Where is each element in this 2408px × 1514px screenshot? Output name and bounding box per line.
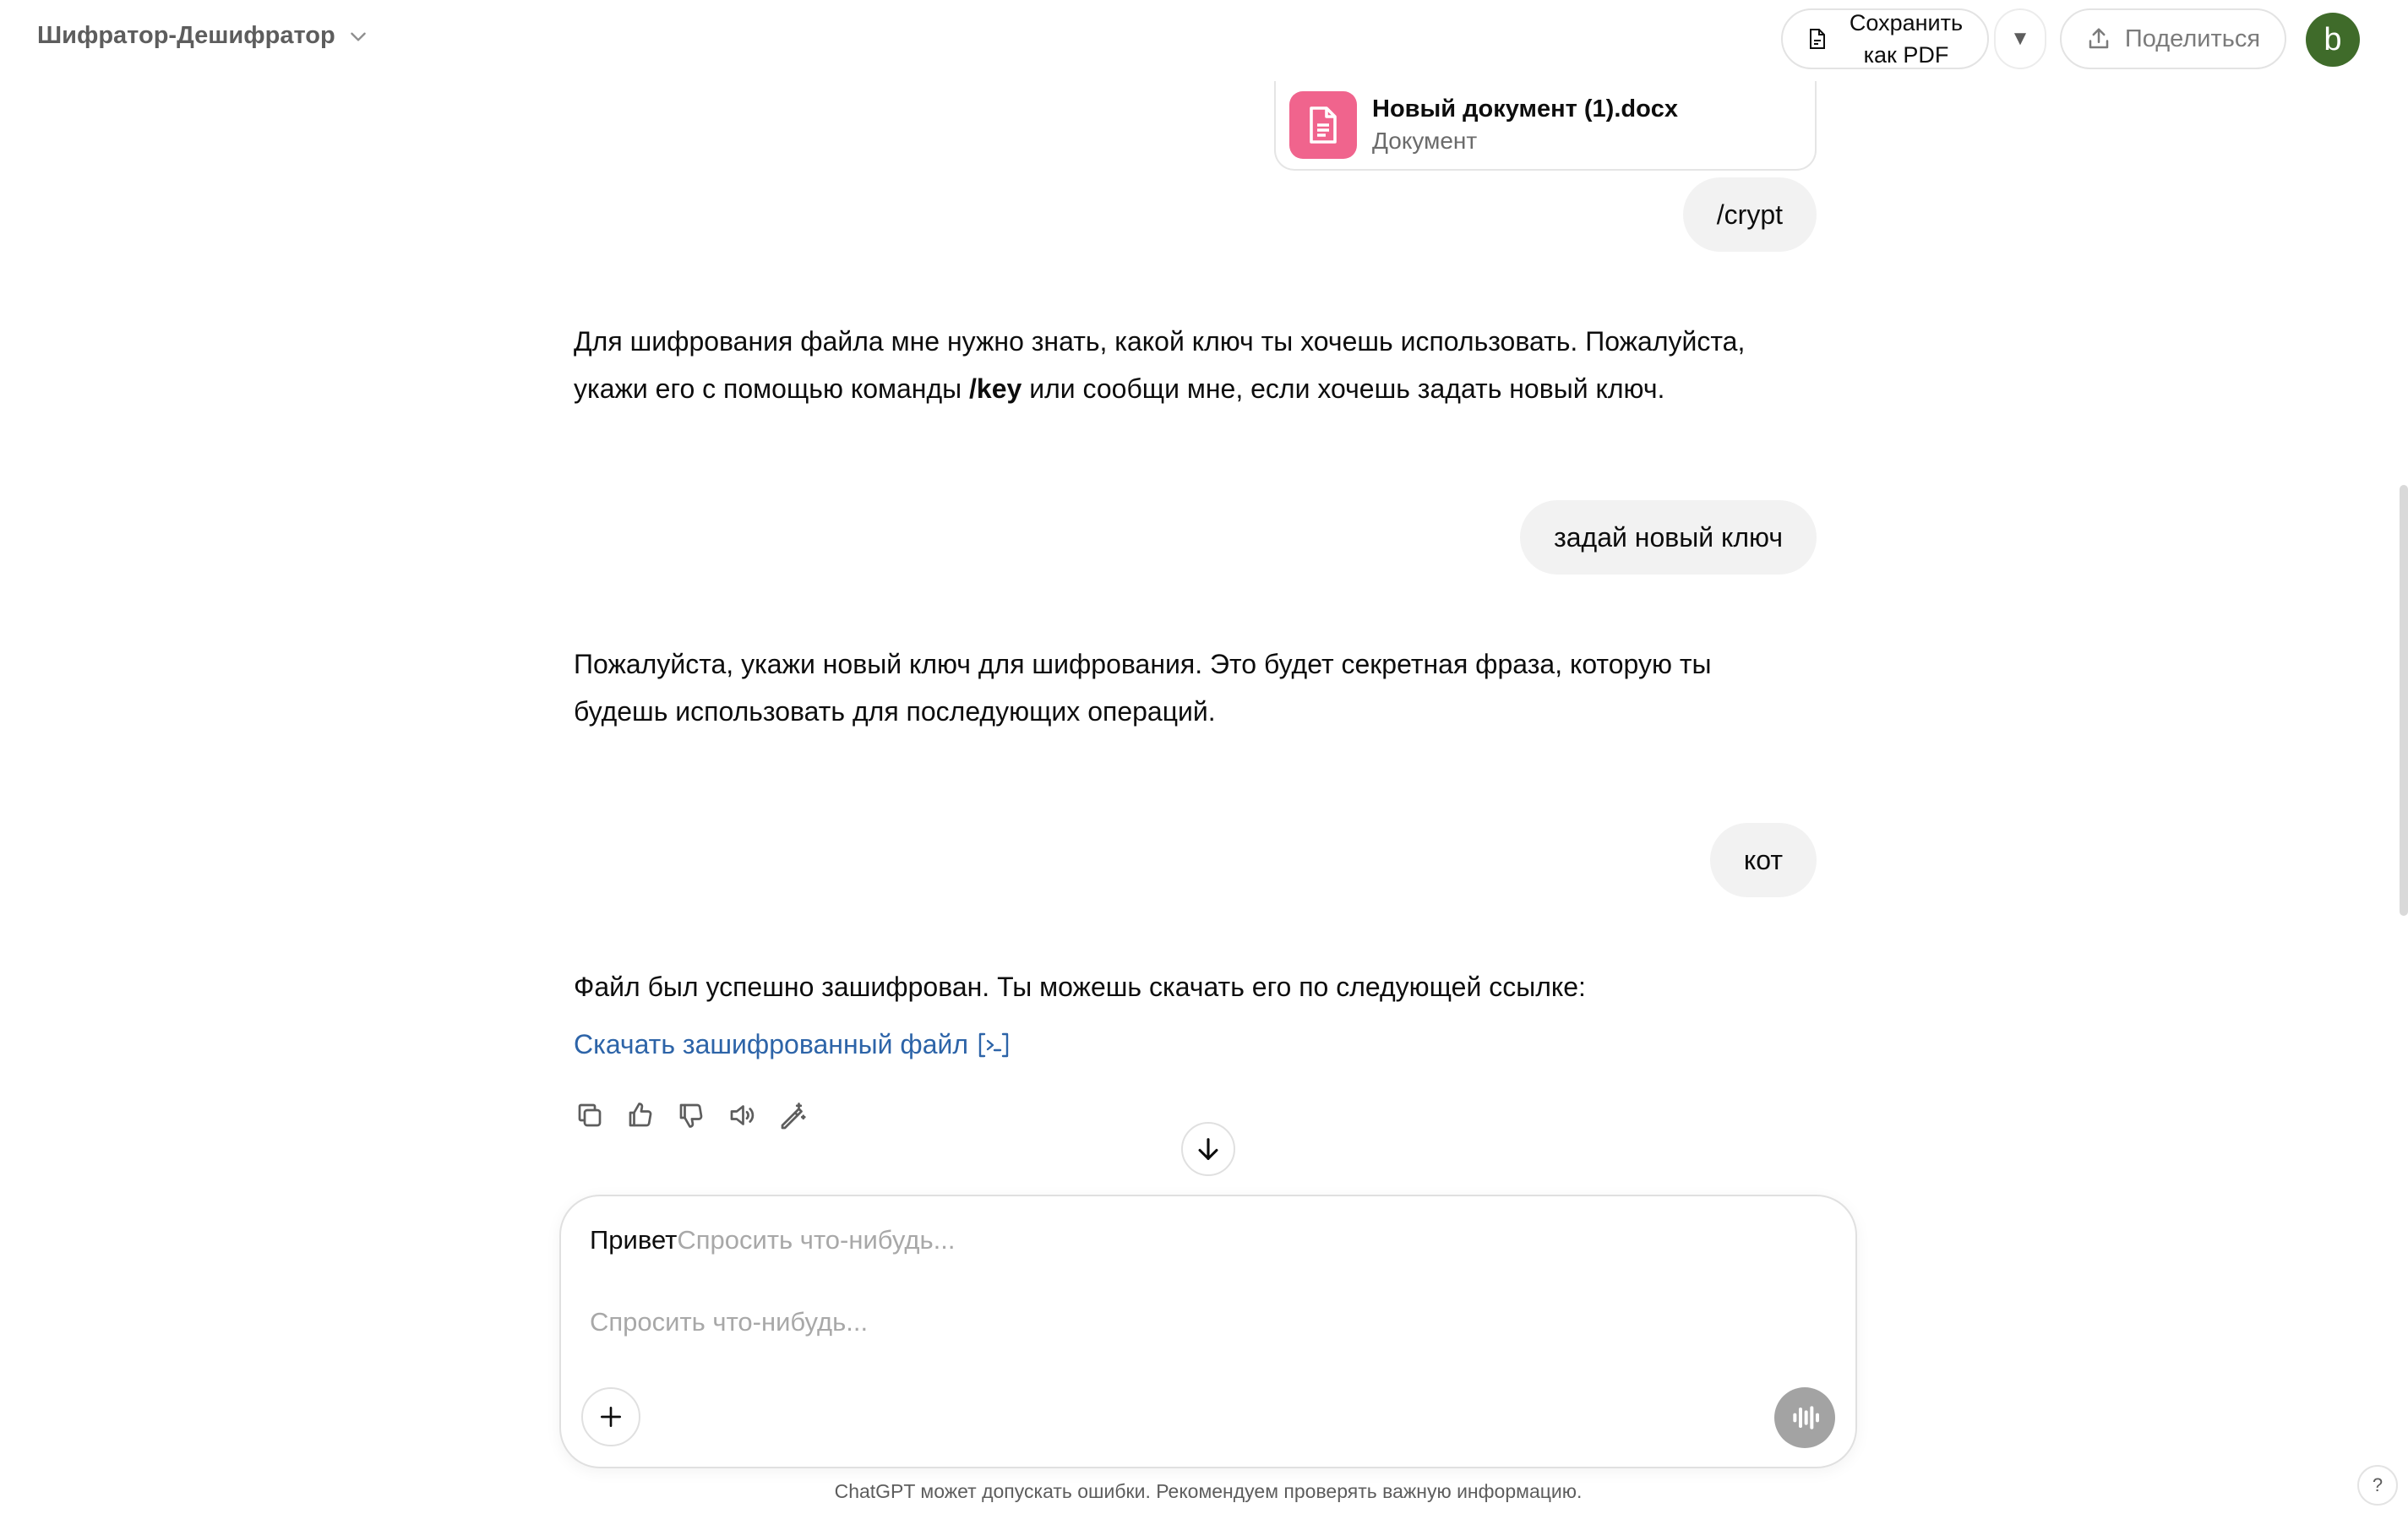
assistant-message-text: Для шифрования файла мне нужно знать, какой ключ ты хочешь использовать. Пожалуйста, укажи его с помощью команды: [574, 326, 1746, 404]
chevron-down-icon: [347, 25, 369, 47]
share-label: Поделиться: [2124, 25, 2261, 52]
voice-waveform-icon: [1788, 1401, 1822, 1435]
assistant-message-text-end: или сообщи мне, если хочешь задать новый ключ.: [1021, 373, 1665, 404]
composer-inline-placeholder: Спросить что-нибудь...: [677, 1225, 956, 1255]
composer-typed-text: Привет: [590, 1225, 678, 1255]
plus-icon: [597, 1403, 624, 1430]
gpt-selector[interactable]: [37, 22, 369, 50]
voice-mode-button[interactable]: [1774, 1387, 1835, 1448]
bad-response-button[interactable]: [676, 1100, 706, 1130]
copy-button[interactable]: [575, 1100, 605, 1130]
attachment-info: [1372, 93, 1678, 157]
download-link[interactable]: [574, 1029, 1011, 1060]
share-icon: [2086, 26, 2111, 52]
assistant-message: Пожалуйста, укажи новый ключ для шифрования. Это будет секретная фраза, которую ты будешь использовать для последующих операций.: [574, 649, 1712, 727]
good-response-button[interactable]: [625, 1100, 656, 1130]
pdf-file-icon: [1808, 28, 1827, 50]
user-message: /crypt: [1683, 177, 1817, 252]
arrow-down-icon: [1194, 1135, 1223, 1163]
add-attachment-button[interactable]: [581, 1387, 640, 1446]
code-interpreter-icon: [977, 1031, 1011, 1059]
user-message: кот: [1710, 823, 1817, 897]
document-icon: [1289, 91, 1357, 159]
attachment-card[interactable]: [1274, 81, 1817, 171]
key-command: /key: [969, 373, 1022, 404]
edit-model-icon: [777, 1100, 808, 1130]
help-button[interactable]: ?: [2357, 1465, 2398, 1506]
download-link-text: Скачать зашифрованный файл: [574, 1029, 969, 1059]
share-button[interactable]: [2060, 8, 2286, 69]
thumbs-down-icon: [676, 1100, 706, 1130]
attachment-name: Новый документ (1).docx: [1372, 95, 1679, 123]
assistant-message: Файл был успешно зашифрован. Ты можешь скачать его по следующей ссылке:: [574, 972, 1586, 1002]
composer-draft[interactable]: [590, 1222, 955, 1259]
gpt-name: Шифратор-Дешифратор: [37, 22, 335, 49]
message-actions: [575, 1100, 808, 1130]
scroll-to-bottom-button[interactable]: [1181, 1122, 1235, 1176]
user-message: задай новый ключ: [1520, 500, 1817, 575]
message-input[interactable]: [590, 1301, 1823, 1343]
disclaimer: ChatGPT может допускать ошибки. Рекомендуем проверять важную информацию.: [834, 1480, 1583, 1502]
assistant-message: [574, 318, 1799, 412]
change-model-button[interactable]: [777, 1100, 808, 1130]
save-as-pdf-label: Сохранить как PDF: [1849, 10, 1964, 68]
scrollbar[interactable]: [2400, 485, 2408, 916]
save-options-dropdown[interactable]: ▼: [1994, 8, 2046, 69]
save-as-pdf-button[interactable]: [1781, 8, 1989, 69]
copy-icon: [575, 1100, 605, 1130]
read-aloud-button[interactable]: [727, 1100, 757, 1130]
thumbs-up-icon: [625, 1100, 656, 1130]
attachment-type: Документ: [1372, 128, 1478, 154]
read-aloud-icon: [727, 1100, 757, 1130]
message-composer: [559, 1195, 1857, 1468]
avatar[interactable]: b: [2306, 13, 2360, 67]
